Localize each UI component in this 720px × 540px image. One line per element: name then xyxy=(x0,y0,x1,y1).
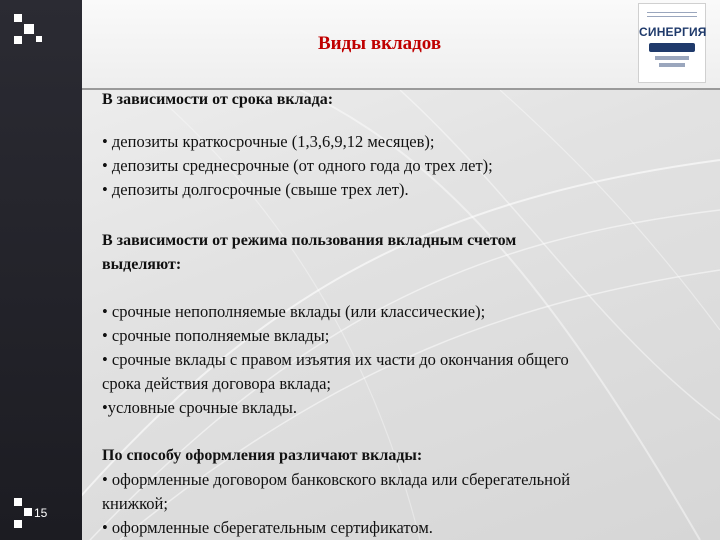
page-number: 15 xyxy=(34,506,48,520)
synergy-logo xyxy=(638,3,706,83)
decor-square xyxy=(14,498,22,506)
list-item: • срочные непополняемые вклады (или классические); xyxy=(102,302,486,321)
section-heading: По способу оформления различают вклады: xyxy=(102,447,423,464)
section-mode-list xyxy=(102,300,569,420)
decor-square xyxy=(14,14,22,22)
list-item: • срочные пополняемые вклады; xyxy=(102,326,330,345)
list-item: • депозиты среднесрочные (от одного года до трех лет); xyxy=(102,156,493,175)
list-item: • оформленные сберегательным сертификатом. xyxy=(102,518,433,537)
section-term xyxy=(102,88,333,112)
section-format xyxy=(102,444,422,468)
section-heading: В зависимости от срока вклада: xyxy=(102,91,334,108)
slide-title: Виды вкладов xyxy=(318,33,442,54)
decor-square xyxy=(24,508,32,516)
section-format-list xyxy=(102,468,570,540)
list-item: • депозиты долгосрочные (свыше трех лет). xyxy=(102,180,409,199)
section-heading: выделяют: xyxy=(102,256,182,273)
section-heading: В зависимости от режима пользования вкладным счетом xyxy=(102,232,517,249)
list-item: •условные срочные вклады. xyxy=(102,398,298,417)
decor-square xyxy=(24,24,34,34)
decor-square xyxy=(36,36,42,42)
logo-wordmark: СИНЕРГИЯ xyxy=(639,25,707,39)
list-item: срока действия договора вклада; xyxy=(102,374,332,393)
list-item: • срочные вклады с правом изъятия их части до окончания общего xyxy=(102,350,569,369)
section-term-list xyxy=(102,130,493,202)
list-item: • депозиты краткосрочные (1,3,6,9,12 месяцев); xyxy=(102,132,435,151)
left-sidebar-bar xyxy=(0,0,82,540)
list-item: книжкой; xyxy=(102,494,168,513)
decor-square xyxy=(14,36,22,44)
decor-square xyxy=(14,520,22,528)
list-item: • оформленные договором банковского вклада или сберегательной xyxy=(102,470,571,489)
section-mode xyxy=(102,229,516,277)
